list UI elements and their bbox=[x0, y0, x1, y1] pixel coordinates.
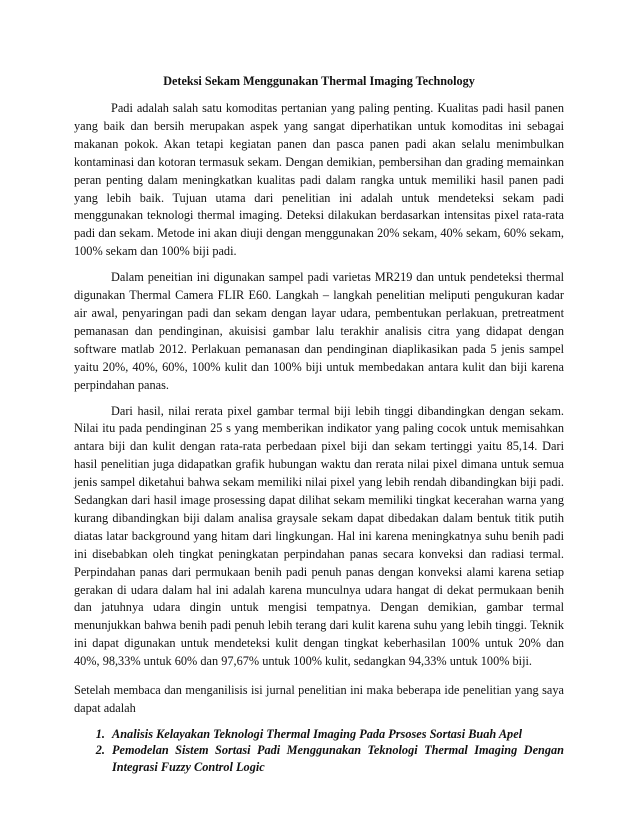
research-idea-item: 2. Pemodelan Sistem Sortasi Padi Menggunakan Teknologi Thermal Imaging Dengan Integrasi Fuzzy Control Logic bbox=[108, 742, 564, 775]
paragraph-method: Dalam peneitian ini digunakan sampel padi varietas MR219 dan untuk pendeteksi thermal digunakan Thermal Camera FLIR E60. Langkah – langkah penelitian meliputi pengukuran kadar air awal, penyaringan padi dan sekam dengan layar udara, pembentukan perlakuan, pretreatment pemanasan dan pendinginan, akuisisi gambar lalu terakhir analisis citra yang didapat dengan software matlab 2012. Perlakuan pemanasan dan pendinginan diaplikasikan pada 5 jenis sampel yaitu 20%, 40%, 60%, 100% kulit dan 100% biji untuk membedakan antara kulit dan biji karena perpindahan panas. bbox=[74, 270, 564, 392]
paragraph-results: Dari hasil, nilai rerata pixel gambar termal biji lebih tinggi dibandingkan dengan sekam. Nilai itu pada pendinginan 25 s yang memberikan indikator yang paling cocok untuk memisahkan antara biji dan kulit dengan rata-rata perbedaan pixel biji dan sekam tertinggi yaitu 85,14. Dari hasil penelitian juga didapatkan grafik hubungan waktu dan rerata nilai pixel dimana untuk semua jenis sampel diketahui bahwa sekam memiliki nilai pixel yang lebih rendah dibandingkan biji padi. Sedangkan dari hasil image prosessing dapat dilihat sekam memiliki tingkat kecerahan warna yang kurang dibandingkan biji dalam analisa graysale sekam dapat dibedakan dalam bentuk titik putih diatas latar background yang hitam dari lingkungan. Hal ini karena meningkatnya suhu benih padi ini disebabkan oleh tingkat peningkatan perpindahan panas secara konveksi dan radiasi termal. Perpindahan panas dari permukaan benih padi penuh panas dengan konveksi alami karena setiap gerakan di udara dalam hal ini adalah karena munculnya udara hangat di dekat permukaan benih dan jatuhnya udara dingin untuk mengisi tempatnya. Dengan demikian, gambar termal menunjukkan bahwa benih padi penuh lebih terang dari kulit karena suhu yang lebih tinggi. Teknik ini dapat digunakan untuk mendeteksi kulit dengan tingkat keberhasilan 100% untuk 20% dan 40%, 98,33% untuk 60% dan 97,67% untuk 100% kulit, sedangkan 94,33% untuk 100% biji. bbox=[74, 403, 564, 669]
document-title: Deteksi Sekam Menggunakan Thermal Imaging Technology bbox=[163, 74, 475, 88]
research-ideas-list bbox=[74, 726, 564, 776]
document-page bbox=[74, 74, 564, 775]
research-idea-item: 1. Analisis Kelayakan Teknologi Thermal Imaging Pada Prsoses Sortasi Buah Apel bbox=[108, 726, 564, 743]
paragraph-introduction: Padi adalah salah satu komoditas pertanian yang paling penting. Kualitas padi hasil panen yang baik dan bersih merupakan aspek yang sangat diperhatikan untuk komoditas ini sebagai makanan pokok. Akan tetapi kegiatan panen dan pasca panen padi akan selalu menimbulkan kontaminasi dan kotoran termasuk sekam. Dengan demikian, pembersihan dan grading memainkan peran penting dalam meningkatkan kualitas padi dalam rangka untuk memiliki hasil panen padi yang lebih baik. Tujuan utama dari penelitian ini adalah untuk mendeteksi sekam padi menggunakan teknologi thermal imaging. Deteksi dilakukan berdasarkan intensitas pixel rata-rata padi dan sekam. Metode ini akan diuji dengan menggunakan 20% sekam, 40% sekam, 60% sekam, 100% sekam dan 100% biji padi. bbox=[74, 101, 564, 259]
paragraph-closing: Setelah membaca dan menganilisis isi jurnal penelitian ini maka beberapa ide penelitian yang saya dapat adalah bbox=[74, 683, 564, 715]
